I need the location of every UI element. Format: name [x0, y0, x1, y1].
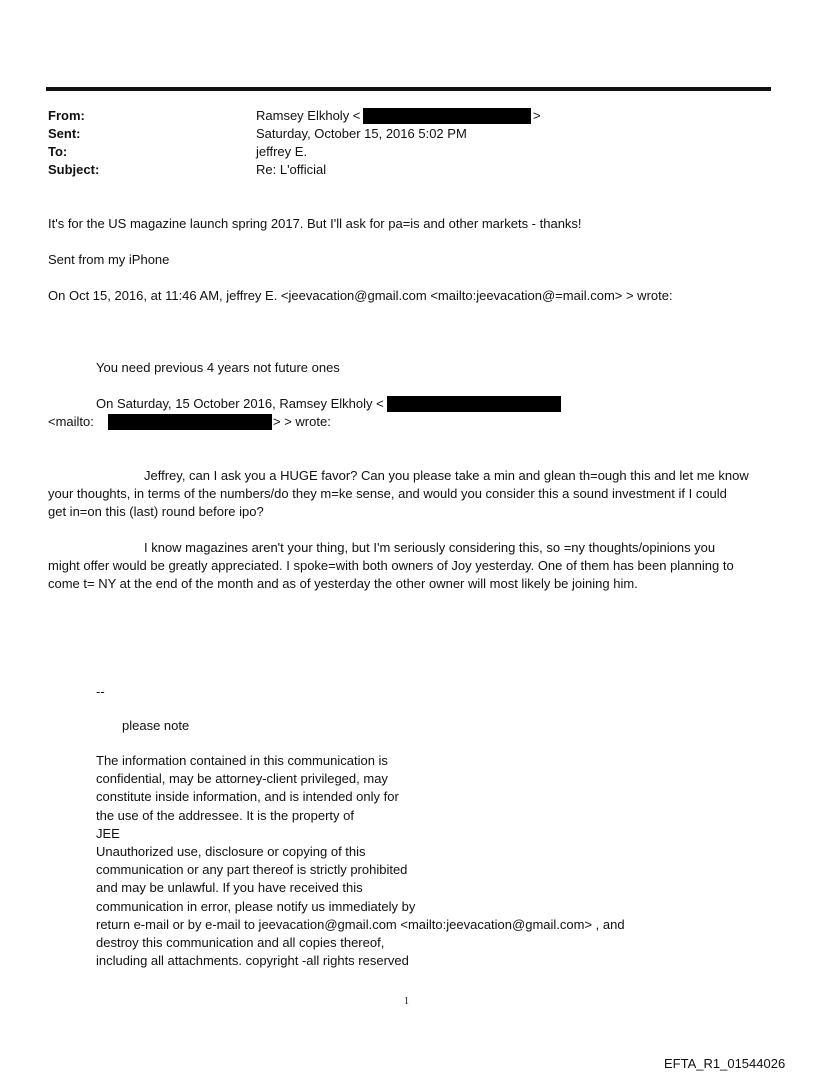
disclaimer-line: communication or any part thereof is strictly prohibited — [96, 862, 408, 878]
disclaimer-line: JEE — [96, 825, 120, 841]
disclaimer-line: confidential, may be attorney-client privileged, may — [96, 771, 388, 787]
page-number: 1 — [404, 996, 409, 1007]
mailto-prefix: <mailto: — [48, 414, 94, 429]
to-value: jeffrey E. — [256, 144, 308, 159]
paragraph-line: Jeffrey, can I ask you a HUGE favor? Can you please take a min and glean th=ough this and let me know — [144, 468, 749, 483]
sent-label: Sent: — [48, 126, 81, 141]
paragraph-line: come t= NY at the end of the month and as of yesterday the other owner will most likely be joining him. — [48, 576, 638, 591]
signature-separator: -- — [96, 684, 105, 699]
disclaimer-line: constitute inside information, and is intended only for — [96, 789, 399, 805]
disclaimer-line: and may be unlawful. If you have received this — [96, 880, 363, 896]
subject-label: Subject: — [48, 162, 100, 177]
please-note: please note — [122, 718, 190, 733]
quote-header-ramsey: On Saturday, 15 October 2016, Ramsey Elkholy < — [96, 396, 384, 411]
reply-previous-years: You need previous 4 years not future ones — [96, 360, 340, 375]
quote-header-jeffrey: On Oct 15, 2016, at 11:46 AM, jeffrey E. <jeevacation@gmail.com <mailto:jeevacation@=mail.com> > wrote: — [48, 288, 673, 303]
paragraph-line: get in=on this (last) round before ipo? — [48, 504, 264, 519]
disclaimer-line: The information contained in this communication is — [96, 753, 388, 768]
disclaimer-line: return e-mail or by e-mail to jeevacation@gmail.com <mailto:jeevacation@gmail.com> , and — [96, 916, 625, 932]
paragraph-line: your thoughts, in terms of the numbers/do they m=ke sense, and would you consider this a sound investment if I could — [48, 486, 727, 501]
sent-value: Saturday, October 15, 2016 5:02 PM — [256, 126, 467, 141]
disclaimer-line: communication in error, please notify us immediately by — [96, 898, 416, 914]
disclaimer-block — [96, 752, 625, 970]
subject-value: Re: L'official — [256, 162, 327, 177]
disclaimer-line: the use of the addressee. It is the property of — [96, 807, 354, 823]
header-rule — [46, 87, 771, 91]
to-label: To: — [48, 144, 68, 159]
redaction-box — [108, 414, 272, 430]
from-value — [256, 108, 360, 123]
body-line-launch: It's for the US magazine launch spring 2017. But I'll ask for pa=is and other markets - thanks! — [48, 216, 582, 231]
paragraph-line: might offer would be greatly appreciated. I spoke=with both owners of Joy yesterday. One of them has been planning to — [48, 558, 734, 573]
body-line-sent-from: Sent from my iPhone — [48, 252, 170, 267]
from-value-close: > — [533, 108, 541, 123]
paragraph-line: I know magazines aren't your thing, but I'm seriously considering this, so =ny thoughts/opinions you — [144, 540, 716, 555]
document-id: EFTA_R1_01544026 — [664, 1056, 786, 1071]
redaction-box — [387, 396, 561, 412]
disclaimer-line: including all attachments. copyright -all rights reserved — [96, 953, 409, 969]
redaction-box — [363, 108, 531, 124]
disclaimer-line: Unauthorized use, disclosure or copying of this — [96, 844, 366, 860]
from-label: From: — [48, 108, 85, 123]
disclaimer-line: destroy this communication and all copies thereof, — [96, 935, 385, 951]
mailto-suffix: > > wrote: — [273, 414, 331, 429]
from-name: Ramsey Elkholy < — [256, 108, 361, 123]
